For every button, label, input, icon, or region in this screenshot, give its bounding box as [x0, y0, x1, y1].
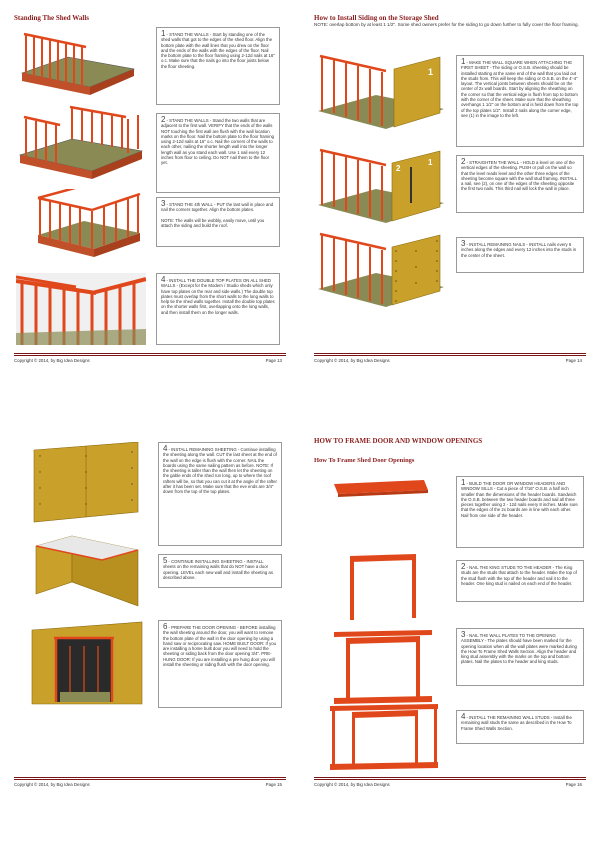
step-number: 4: [163, 444, 168, 453]
wall-frame-illustration-1: [16, 25, 136, 99]
page-14: [304, 5, 596, 420]
step-number: 1: [461, 57, 466, 66]
page-13: [4, 5, 296, 420]
step-3-box: [456, 237, 584, 273]
page-title: HOW TO FRAME DOOR AND WINDOW OPENINGS: [314, 437, 483, 445]
page-16: [304, 428, 596, 843]
page-footer: [14, 782, 282, 787]
step-4-box: [456, 710, 584, 744]
step-text: - STAND THE 4th WALL - PUT the last wall in place and nail the corners together. Align the bottom plates. NOTE: The walls will be wobbly, easily move, until you attach the siding and build the roof.: [161, 202, 274, 229]
nail-label: 1: [428, 67, 434, 77]
step-2-box: [456, 560, 584, 602]
page-footer: [314, 358, 582, 363]
step-number: 3: [161, 199, 166, 208]
step-1-box: [156, 27, 280, 105]
step-text: - STAND THE WALLS - Start by standing one of the shed walls that got to the edges of the shed floor. Align the bottom plate with the wall lines that you drew on the floor and the ends of the walls with the edges of the floor. Nail the bottom plate to the floor framing using 2-12d nails at 16" o.c. Make sure that the nails go into the floor joists below the floor sheeting.: [161, 32, 275, 69]
step-number: 1: [161, 29, 166, 38]
page-number: Page 13: [265, 358, 282, 363]
step-5-box: [158, 554, 282, 588]
footer-rule-thin: [314, 355, 586, 356]
footer-rule-thin: [14, 355, 286, 356]
step-number: 6: [163, 622, 168, 631]
siding-illustration-3: [316, 227, 446, 315]
footer-rule: [314, 777, 586, 778]
step-text: - PREPARE THE DOOR OPENING - BEFORE installing the wall sheeting around the door, you will want to remove the bottom plate of the wall in the door opening by using a hand saw or reciprocating saw. HOME BUILT DOOR: If you are installing a home built door you will need to hold the sheeting or siding back from the door opening 3/4". PRE-HUNG DOOR: If you are installing a pre hung door you will install the sheeting or siding flush with the door opening.: [163, 625, 277, 668]
step-3-box: [156, 197, 280, 247]
step-text: - INSTALL THE DOUBLE TOP PLATES ON ALL SHED WALLS - (Except for the Modern / Studio sheds which only have top plates on the rear and side walls.) The double top plates must overlap from the short walls to the long walls to help tie the shed walls together. Install the double top plates on the shorter walls first, overlapping onto the long walls, and then install them on the longer walls.: [161, 278, 275, 315]
step-number: 3: [461, 630, 466, 639]
nail-label: 2: [396, 164, 401, 173]
sheeting-illustration-1: [30, 442, 142, 526]
footer-rule: [14, 777, 286, 778]
step-text: - MAKE THE WALL SQUARE WHEN ATTACHING THE FIRST SHEET - The siding or O.S.B. sheeting should be installed starting at the same end of the wall that you laid out the studs from. This will keep the siding or O.S.B. on the 4'-4" layout. The vertical joints between sheets should be on the center of 2x wall boards. Start by aligning the sheathing on the corner so that the vertical edge is flush from top to bottom with the corner of the sheet. Make sure that the sheathing overhangs 1 1/2" on the bottom and is held down from the top of the top plates 1/2". Install 2 nails along the corner edge, see (1) in the image to the left.: [461, 60, 579, 118]
door-opening-illustration: [30, 620, 144, 706]
page-title: How to Install Siding on the Storage Shed: [314, 14, 439, 22]
page-number: Page 16: [565, 782, 582, 787]
remaining-studs-illustration: [330, 704, 440, 770]
footer-rule-thin: [314, 779, 586, 780]
step-text: - BUILD THE DOOR OR WINDOW HEADERS AND WINDOW SILLS - Cut a piece of 7/16" O.S.B. a half inch smaller than the dimensions of the header boards. Sandwich the O.S.B. between the two header boards and nail all three pieces together using 2 - 12d nails every 8 inches. Make sure that the edges of the 2x boards are in line with each other. Nail from one side of the header.: [461, 481, 578, 518]
step-4-box: [156, 273, 280, 345]
king-studs-illustration: [344, 552, 424, 622]
step-3-box: [456, 628, 584, 686]
page-number: Page 15: [265, 782, 282, 787]
footer-rule: [314, 353, 586, 354]
copyright: Copyright © 2014, by Big Idea Designs: [314, 358, 390, 363]
footer-rule-thin: [14, 779, 286, 780]
step-text: - INSTALL REMAINING NAILS - INSTALL nails every 6 inches along the edges and every 12 inches into the studs in the center of the sheet.: [461, 242, 577, 258]
step-6-box: [158, 620, 282, 708]
siding-note: NOTE: overlap bottom by at least 1 1/2". Some shed owners prefer for the siding to go down further to fully cover the floor framing.: [314, 22, 579, 27]
step-text: - INSTALL THE REMAINING WALL STUDS - Install the remaining wall studs the same as described in the How To Frame Shed Walls Section.: [461, 715, 572, 731]
step-text: - CONTINUE INSTALLING SHEETING - INSTALL sheets on the remaining walls that do NOT have a door opening. LEVEL each new wall and install the sheeting as described above.: [163, 559, 273, 580]
step-1-box: [456, 476, 584, 548]
step-text: - INSTALL REMAINING SHEETING - Continue installing the sheeting along the wall. CUT the last sheet at the end of the wall on the edge is flush with the corner. NAIL the boards using the same nailing pattern as before. NOTE: If the sheeting is taller than the wall then let the sheeting on the gable ends of the shed run long, up to where the roof rafters will be, so that you can cut it at the angle of the rafter after it has been set. Make sure that the eve ends are 3/4" down from the top of the top plates.: [163, 447, 277, 495]
step-text: - STRAIGHTEN THE WALL - HOLD a level on one of the vertical edges of the sheeting. PUSH or pull on the wall so that the level reads level and the other three edges of the sheeting become square with the wall stud framing. INSTALL a nail, see (2), on one of the edges of the sheeting opposite the first two nails. This third nail will lock the wall in place.: [461, 160, 577, 192]
step-number: 2: [461, 562, 466, 571]
page-number: Page 14: [565, 358, 582, 363]
step-text: - NAIL THE WALL PLATES TO THE OPENING ASSEMBLY - The plates should have been marked for the opening location when all the wall plates were marked during the How To Frame Shed Walls Section. Align the header and king stud assembly with the marks on the top and bottom plates. Nail the plates to the header and king studs.: [461, 633, 577, 665]
step-number: 2: [161, 115, 166, 124]
header-illustration: [332, 476, 432, 500]
wall-frame-illustration-2: [16, 105, 146, 185]
copyright: Copyright © 2014, by Big Idea Designs: [314, 782, 390, 787]
siding-illustration-2: [316, 143, 446, 229]
page-footer: [14, 358, 282, 363]
step-number: 3: [461, 239, 466, 248]
step-number: 5: [163, 556, 168, 565]
step-text: - NAIL THE KING STUDS TO THE HEADER - The King studs are the studs that attach to the header. Make the top of the stud flush with the top of the header and nail it to the header. One king stud is nailed on each end of the header.: [461, 565, 577, 586]
step-number: 4: [161, 275, 166, 284]
page-15: [4, 428, 296, 843]
step-number: 2: [461, 157, 466, 166]
step-number: 4: [461, 712, 466, 721]
step-4-box: [158, 442, 282, 546]
page-footer: [314, 782, 582, 787]
step-2-box: [456, 155, 584, 213]
step-2-box: [156, 113, 280, 193]
copyright: Copyright © 2014, by Big Idea Designs: [14, 782, 90, 787]
siding-illustration-1: [316, 45, 446, 135]
step-number: 1: [461, 478, 466, 487]
nail-label: 1: [428, 158, 433, 167]
wall-plates-illustration: [334, 628, 434, 706]
step-1-box: [456, 55, 584, 147]
page-subtitle: How To Frame Shed Door Openings: [314, 457, 415, 464]
copyright: Copyright © 2014, by Big Idea Designs: [14, 358, 90, 363]
page-title: Standing The Shed Walls: [14, 14, 90, 22]
step-text: - STAND THE WALLS - Stand the two walls that are adjacent to the first wall. VERIFY that the ends of the walls NOT touching the first wall are flush with the wall location marks on the floor. Nail the bottom plate to the floor framing using 2-12d nails at 16" o.c. Nail the corners of the walls to each other, nailing the shorter length wall into the longer length wall as you stand each wall. Use 1 nail every 12 inches from floor to ceiling. Do NOT nail them to the floor yet.: [161, 118, 274, 166]
wall-frame-illustration-3: [34, 189, 144, 261]
footer-rule: [14, 353, 286, 354]
top-plates-illustration: [16, 273, 146, 345]
sheeting-illustration-2: [32, 532, 142, 608]
